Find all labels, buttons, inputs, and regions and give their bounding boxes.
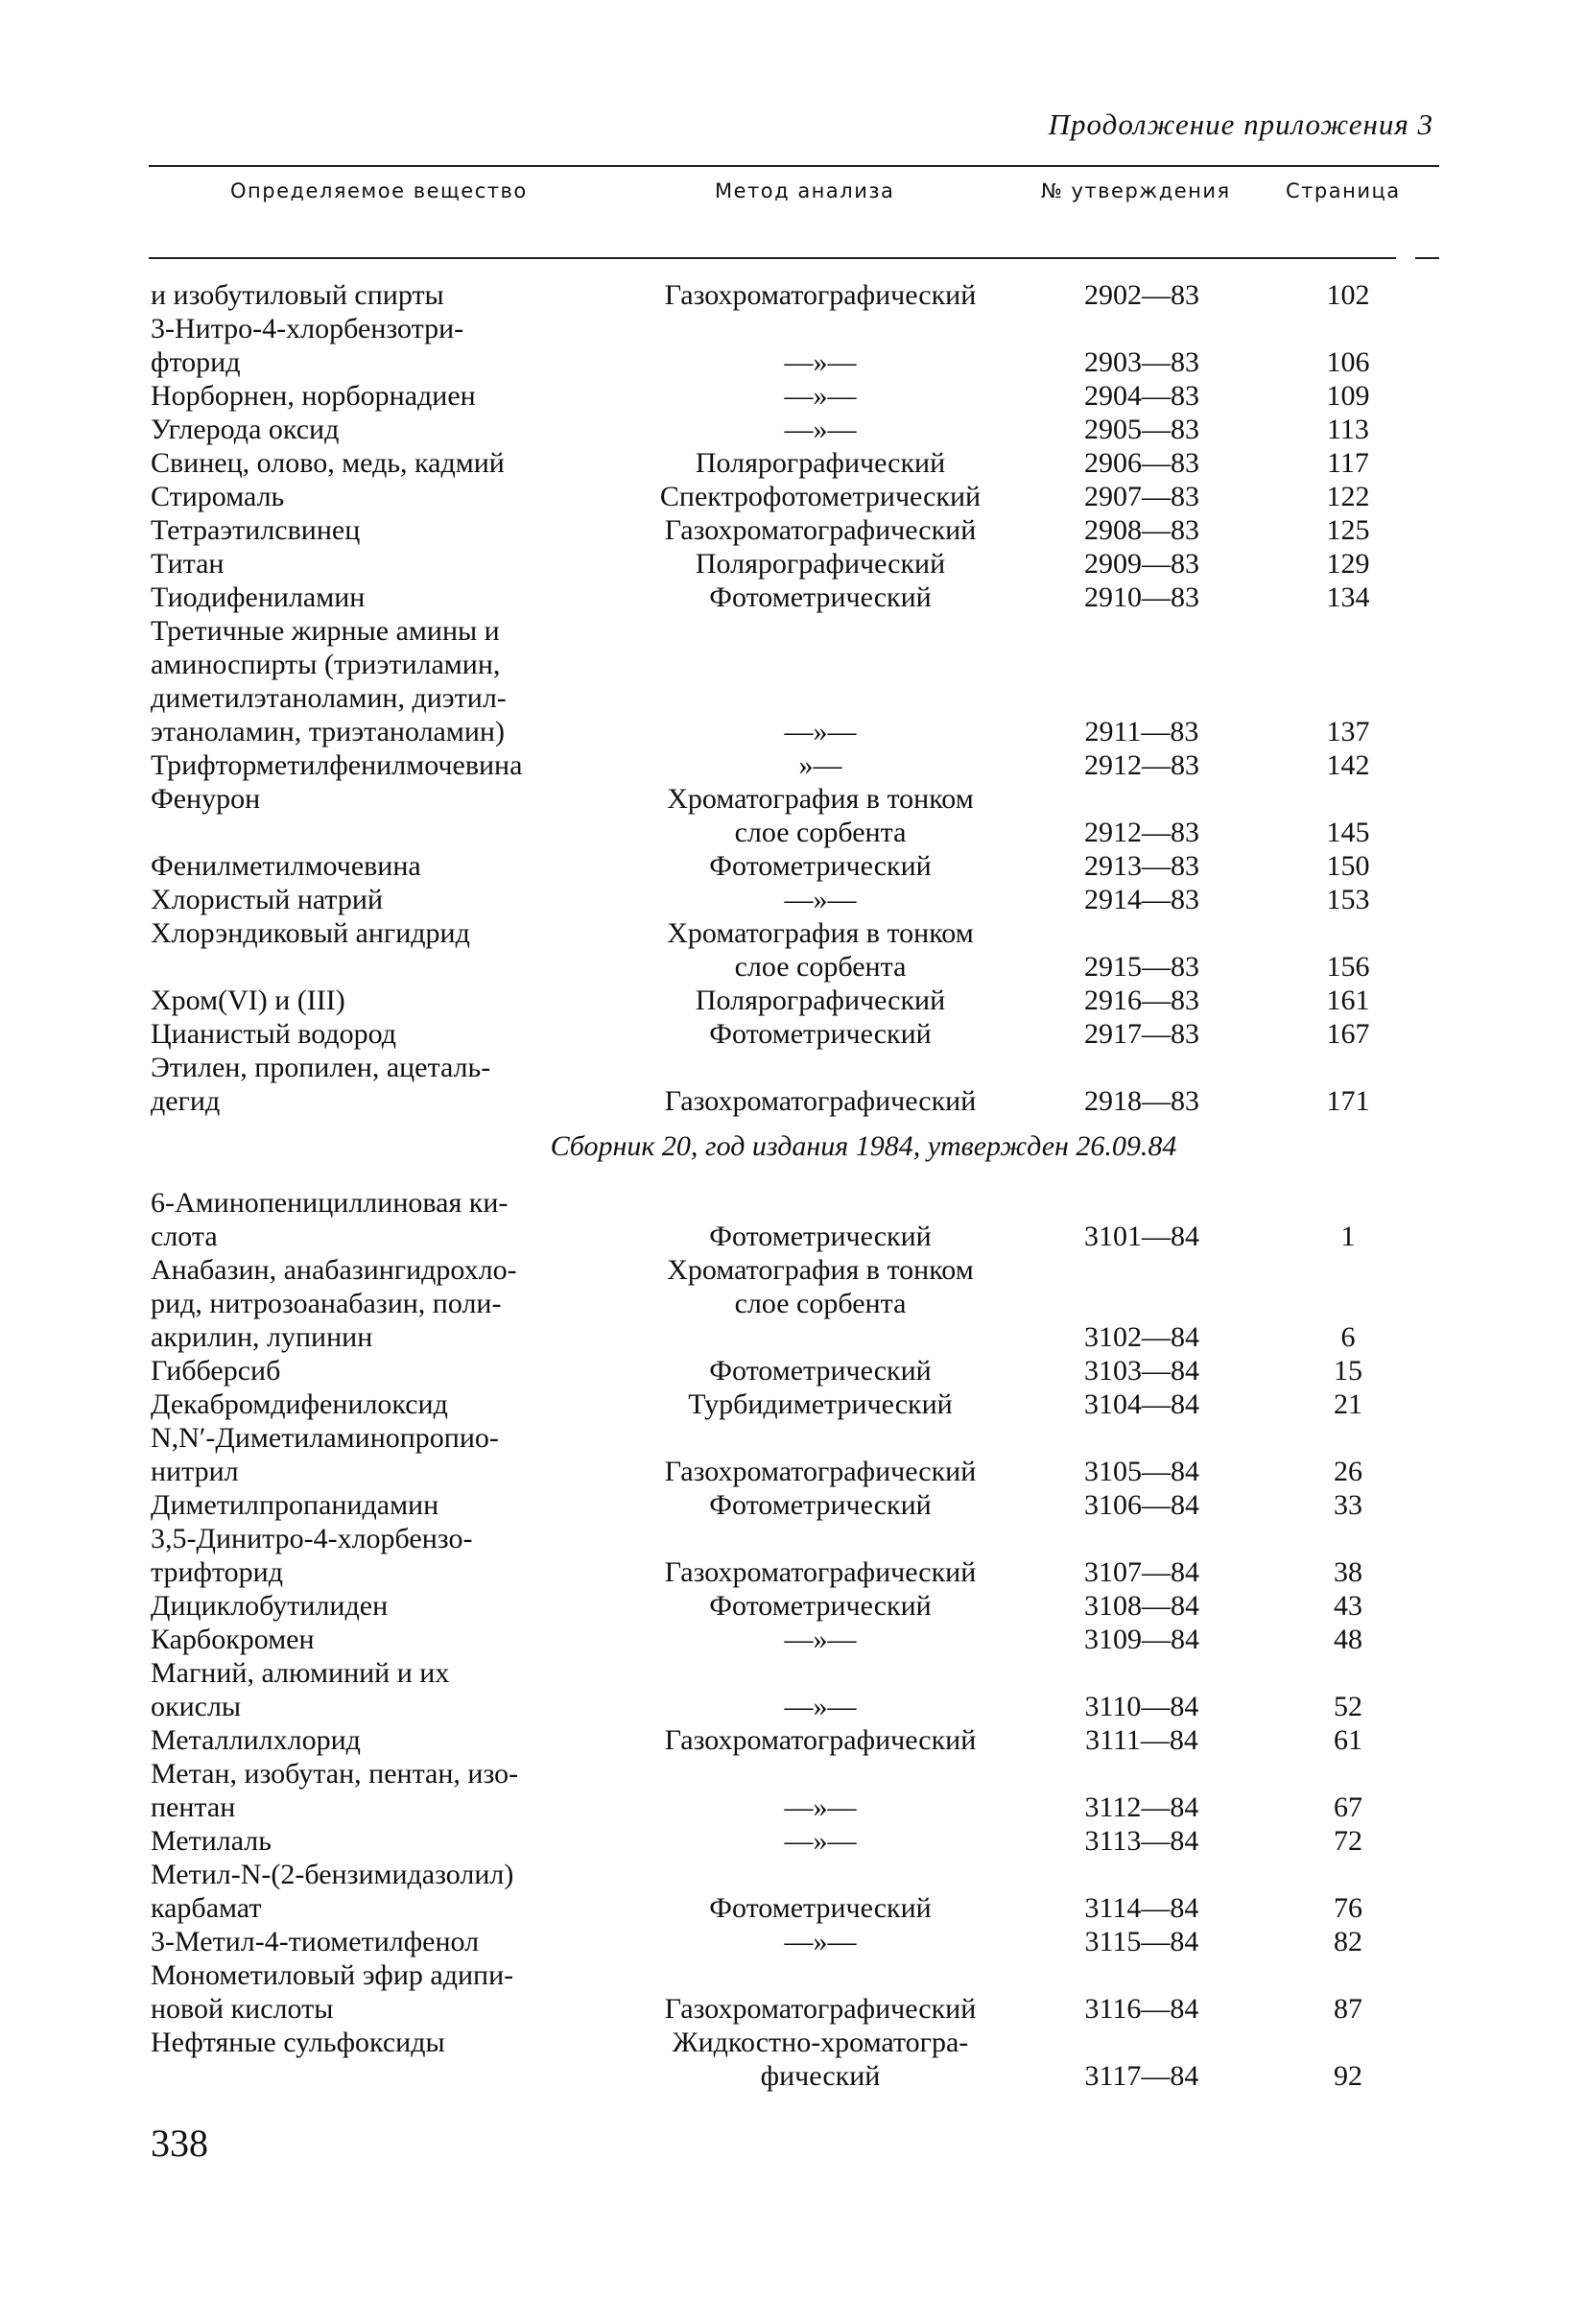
approval-number-cell: 3102—84 xyxy=(1084,1321,1199,1353)
substance-cell xyxy=(151,1387,611,1421)
substance-line: диметилэтаноламин, диэтил- xyxy=(151,682,507,714)
substance-line: Хром(VI) и (III) xyxy=(151,984,345,1016)
approval-number-cell: 2918—83 xyxy=(1084,1085,1199,1117)
method-line: Полярографический xyxy=(695,548,946,580)
substance-line: новой кислоты xyxy=(151,1993,334,2025)
page-cell: 72 xyxy=(1334,1825,1362,1857)
substance-line: Свинец, олово, медь, кадмий xyxy=(151,447,505,479)
method-line: —»— xyxy=(784,1791,857,1823)
approval-number-cell: 3107—84 xyxy=(1084,1556,1199,1588)
substance-cell xyxy=(151,1824,611,1858)
page-cell: 15 xyxy=(1334,1355,1362,1387)
page-cell: 167 xyxy=(1326,1018,1370,1050)
substance-cell xyxy=(151,1354,611,1387)
substance-cell xyxy=(151,1656,611,1723)
method-cell xyxy=(614,715,1027,748)
substance-line: аминоспирты (триэтиламин, xyxy=(151,649,501,680)
section-title: Сборник 20, год издания 1984, утвержден 26.09.84 xyxy=(550,1130,1177,1162)
substance-cell xyxy=(151,782,611,816)
method-line: —»— xyxy=(784,346,857,378)
table-row xyxy=(0,1757,1586,1824)
approval-number-cell: 2906—83 xyxy=(1084,447,1199,479)
method-line: Полярографический xyxy=(695,984,946,1016)
approval-number-cell: 2913—83 xyxy=(1084,850,1199,882)
page-cell: 21 xyxy=(1334,1388,1362,1420)
approval-number-cell: 2915—83 xyxy=(1084,951,1199,983)
substance-line: Хлорэндиковый ангидрид xyxy=(151,917,470,949)
substance-cell xyxy=(151,883,611,916)
table-row xyxy=(0,782,1586,849)
substance-cell xyxy=(151,1723,611,1757)
substance-cell xyxy=(151,547,611,581)
substance-line: Метан, изобутан, пентан, изо- xyxy=(151,1758,519,1790)
substance-line: Диметилпропанидамин xyxy=(151,1489,439,1521)
substance-cell xyxy=(151,2026,611,2059)
substance-line: 3,5-Динитро-4-хлорбензо- xyxy=(151,1523,473,1554)
table-row xyxy=(0,1186,1586,1253)
method-cell xyxy=(614,1555,1027,1589)
method-line: —»— xyxy=(784,1926,857,1957)
approval-number-cell: 3115—84 xyxy=(1084,1926,1199,1957)
approval-number-cell: 3117—84 xyxy=(1084,2060,1199,2092)
method-cell xyxy=(614,1589,1027,1623)
substance-line: рид, нитрозоанабазин, поли- xyxy=(151,1288,502,1319)
table-row xyxy=(0,1017,1586,1051)
table-row xyxy=(0,1623,1586,1656)
substance-cell xyxy=(151,312,611,379)
table-row xyxy=(0,883,1586,916)
substance-line: Третичные жирные амины и xyxy=(151,615,500,647)
approval-number-cell: 3109—84 xyxy=(1084,1624,1199,1655)
method-cell xyxy=(614,480,1027,513)
approval-number-cell: 3113—84 xyxy=(1084,1825,1199,1857)
substance-cell xyxy=(151,916,611,950)
page-cell: 161 xyxy=(1326,984,1370,1016)
table-row xyxy=(0,1354,1586,1387)
page-cell: 87 xyxy=(1334,1993,1362,2025)
method-line: Турбидиметрический xyxy=(688,1388,953,1420)
table-row xyxy=(0,446,1586,480)
table-row xyxy=(0,413,1586,446)
table-row xyxy=(0,1589,1586,1623)
method-cell xyxy=(614,1690,1027,1723)
method-cell xyxy=(614,1790,1027,1824)
substance-cell xyxy=(151,480,611,513)
page-cell: 48 xyxy=(1334,1624,1362,1655)
page-cell: 106 xyxy=(1326,346,1370,378)
page-cell: 26 xyxy=(1334,1456,1362,1487)
approval-number-cell: 3114—84 xyxy=(1084,1892,1199,1924)
method-cell xyxy=(614,345,1027,379)
method-line: Фотометрический xyxy=(709,581,932,613)
table-row xyxy=(0,278,1586,312)
substance-line: Нефтяные сульфоксиды xyxy=(151,2027,445,2058)
substance-line: акрилин, лупинин xyxy=(151,1321,373,1353)
method-cell xyxy=(614,547,1027,581)
method-line: Фотометрический xyxy=(709,1018,932,1050)
page-cell: 102 xyxy=(1326,279,1370,311)
method-cell xyxy=(614,1623,1027,1656)
substance-line: 3-Метил-4-тиометилфенол xyxy=(151,1926,480,1957)
table-row xyxy=(0,480,1586,513)
substance-line: Титан xyxy=(151,548,225,580)
page-cell: 1 xyxy=(1340,1221,1356,1252)
substance-line: Монометиловый эфир адипи- xyxy=(151,1959,514,1991)
substance-cell xyxy=(151,1421,611,1488)
approval-number-cell: 3116—84 xyxy=(1084,1993,1199,2025)
approval-number-cell: 3103—84 xyxy=(1084,1355,1199,1387)
method-cell xyxy=(614,916,1027,984)
approval-number-cell: 3105—84 xyxy=(1084,1456,1199,1487)
approval-number-cell: 2917—83 xyxy=(1084,1018,1199,1050)
substance-line: нитрил xyxy=(151,1456,239,1487)
substance-cell xyxy=(151,984,611,1017)
rows-group-b xyxy=(0,1186,1586,2093)
table-body xyxy=(0,278,1586,2093)
method-line: —»— xyxy=(784,716,857,747)
substance-cell xyxy=(151,1253,611,1354)
table-row xyxy=(0,1958,1586,2026)
method-line: слое сорбента xyxy=(734,817,907,848)
page-cell: 134 xyxy=(1326,581,1370,613)
rows-group-a xyxy=(0,278,1586,1118)
substance-line: Фенилметилмочевина xyxy=(151,850,421,882)
table-row xyxy=(0,1858,1586,1925)
substance-line: Дициклобутилиден xyxy=(151,1590,389,1622)
substance-line: Углерода оксид xyxy=(151,414,340,445)
page-cell: 109 xyxy=(1326,380,1370,412)
method-line: —»— xyxy=(784,1624,857,1655)
method-line: Фотометрический xyxy=(709,1221,932,1252)
method-cell xyxy=(614,1925,1027,1958)
method-line: Фотометрический xyxy=(709,1590,932,1622)
table-row xyxy=(0,1488,1586,1522)
column-header-method: Метод анализа xyxy=(715,179,895,202)
page-cell: 125 xyxy=(1326,514,1370,546)
method-line: Хроматография в тонком xyxy=(667,1254,974,1286)
method-line: слое сорбента xyxy=(734,1288,907,1319)
page-cell: 61 xyxy=(1334,1724,1362,1756)
page-cell: 137 xyxy=(1326,716,1370,747)
method-cell xyxy=(614,513,1027,547)
substance-line: Анабазин, анабазингидрохло- xyxy=(151,1254,517,1286)
method-line: фический xyxy=(760,2060,881,2092)
page-cell: 38 xyxy=(1334,1556,1362,1588)
page-cell: 171 xyxy=(1326,1085,1370,1117)
column-header-page: Страница xyxy=(1286,179,1401,202)
table-row xyxy=(0,1051,1586,1118)
substance-line: Трифторметилфенилмочевина xyxy=(151,749,523,781)
method-cell xyxy=(614,1824,1027,1858)
method-cell xyxy=(614,1387,1027,1421)
page-cell: 145 xyxy=(1326,817,1370,848)
method-cell xyxy=(614,1891,1027,1925)
substance-line: Метил-N-(2-бензимидазолил) xyxy=(151,1859,514,1890)
substance-cell xyxy=(151,1051,611,1118)
substance-line: Норборнен, норборнадиен xyxy=(151,380,476,412)
method-line: »— xyxy=(798,749,842,781)
substance-line: Магний, алюминий и их xyxy=(151,1657,450,1689)
method-cell xyxy=(614,278,1027,312)
method-line: Жидкостно-хроматогра- xyxy=(672,2027,969,2058)
approval-number-cell: 2910—83 xyxy=(1084,581,1199,613)
page-cell: 150 xyxy=(1326,850,1370,882)
substance-line: этаноламин, триэтаноламин) xyxy=(151,716,505,747)
substance-cell xyxy=(151,513,611,547)
substance-line: и изобутиловый спирты xyxy=(151,279,444,311)
substance-line: Хлористый натрий xyxy=(151,884,384,915)
method-line: Газохроматографический xyxy=(664,1085,977,1117)
substance-cell xyxy=(151,1522,611,1589)
method-line: Газохроматографический xyxy=(664,1993,977,2025)
method-cell xyxy=(614,1220,1027,1253)
table-row xyxy=(0,2026,1586,2093)
method-cell xyxy=(614,1723,1027,1757)
table-row xyxy=(0,1824,1586,1858)
method-cell xyxy=(614,1992,1027,2026)
page-cell: 117 xyxy=(1327,447,1369,479)
approval-number-cell: 3106—84 xyxy=(1084,1489,1199,1521)
substance-line: Гибберсиб xyxy=(151,1355,281,1387)
substance-line: 6-Аминопенициллиновая ки- xyxy=(151,1187,509,1219)
substance-line: Этилен, пропилен, ацеталь- xyxy=(151,1052,491,1083)
substance-line: Метилаль xyxy=(151,1825,272,1857)
page-cell: 153 xyxy=(1326,884,1370,915)
method-cell xyxy=(614,1455,1027,1488)
continuation-title: Продолжение приложения 3 xyxy=(1048,107,1433,141)
table-row xyxy=(0,547,1586,581)
method-cell xyxy=(614,446,1027,480)
substance-line: Стиромаль xyxy=(151,481,285,512)
page-cell: 67 xyxy=(1334,1791,1362,1823)
substance-cell xyxy=(151,1858,611,1925)
header-bottom-rule xyxy=(149,257,1396,259)
approval-number-cell: 2902—83 xyxy=(1084,279,1199,311)
approval-number-cell: 2912—83 xyxy=(1084,817,1199,848)
substance-line: Тетраэтилсвинец xyxy=(151,514,361,546)
method-cell xyxy=(614,413,1027,446)
header-bottom-rule-tail xyxy=(1415,257,1439,259)
table-row xyxy=(0,984,1586,1017)
substance-cell xyxy=(151,1958,611,2026)
method-cell xyxy=(614,1017,1027,1051)
substance-line: фторид xyxy=(151,346,241,378)
page-cell: 76 xyxy=(1334,1892,1362,1924)
substance-cell xyxy=(151,1589,611,1623)
table-row xyxy=(0,1522,1586,1589)
method-line: Фотометрический xyxy=(709,1489,932,1521)
table-row xyxy=(0,1723,1586,1757)
table-row xyxy=(0,379,1586,413)
approval-number-cell: 3104—84 xyxy=(1084,1388,1199,1420)
substance-line: 3-Нитро-4-хлорбензотри- xyxy=(151,313,464,344)
method-line: Газохроматографический xyxy=(664,279,977,311)
table-row xyxy=(0,916,1586,984)
method-line: Газохроматографический xyxy=(664,1556,977,1588)
substance-cell xyxy=(151,1488,611,1522)
substance-line: окислы xyxy=(151,1691,242,1722)
table-row xyxy=(0,1421,1586,1488)
method-line: Газохроматографический xyxy=(664,1724,977,1756)
method-line: Полярографический xyxy=(695,447,946,479)
method-line: —»— xyxy=(784,1691,857,1722)
header-top-rule xyxy=(149,165,1439,167)
page-cell: 82 xyxy=(1334,1926,1362,1957)
substance-line: Цианистый водород xyxy=(151,1018,397,1050)
substance-cell xyxy=(151,581,611,614)
method-line: —»— xyxy=(784,414,857,445)
substance-line: карбамат xyxy=(151,1892,262,1924)
method-line: —»— xyxy=(784,884,857,915)
approval-number-cell: 2914—83 xyxy=(1084,884,1199,915)
substance-cell xyxy=(151,1925,611,1958)
substance-cell xyxy=(151,413,611,446)
method-line: Хроматография в тонком xyxy=(667,783,974,815)
method-line: слое сорбента xyxy=(734,951,907,983)
approval-number-cell: 2903—83 xyxy=(1084,346,1199,378)
substance-line: трифторид xyxy=(151,1556,284,1588)
method-cell xyxy=(614,782,1027,849)
substance-line: N,N′-Диметиламинопропио- xyxy=(151,1422,499,1454)
approval-number-cell: 3108—84 xyxy=(1084,1590,1199,1622)
substance-line: Декабромдифенилоксид xyxy=(151,1388,448,1420)
page-cell: 113 xyxy=(1327,414,1369,445)
method-cell xyxy=(614,849,1027,883)
column-header-substance: Определяемое вещество xyxy=(230,179,528,202)
table-row xyxy=(0,1656,1586,1723)
method-cell xyxy=(614,379,1027,413)
page-cell: 122 xyxy=(1326,481,1370,512)
page-cell: 142 xyxy=(1326,749,1370,781)
substance-line: пентан xyxy=(151,1791,236,1823)
table-row xyxy=(0,1387,1586,1421)
substance-line: слота xyxy=(151,1221,218,1252)
table-row xyxy=(0,1253,1586,1354)
table-row xyxy=(0,581,1586,614)
table-row xyxy=(0,1925,1586,1958)
substance-line: Фенурон xyxy=(151,783,261,815)
substance-line: дегид xyxy=(151,1085,221,1117)
method-line: Газохроматографический xyxy=(664,1456,977,1487)
method-line: Хроматография в тонком xyxy=(667,917,974,949)
approval-number-cell: 2905—83 xyxy=(1084,414,1199,445)
page-cell: 33 xyxy=(1334,1489,1362,1521)
substance-cell xyxy=(151,446,611,480)
substance-cell xyxy=(151,748,611,782)
method-cell xyxy=(614,1084,1027,1118)
method-cell xyxy=(614,883,1027,916)
substance-cell xyxy=(151,849,611,883)
substance-cell xyxy=(151,379,611,413)
method-line: —»— xyxy=(784,380,857,412)
substance-cell xyxy=(151,614,611,748)
column-header-number: № утверждения xyxy=(1041,179,1231,202)
method-line: —»— xyxy=(784,1825,857,1857)
page-cell: 52 xyxy=(1334,1691,1362,1722)
page-cell: 156 xyxy=(1326,951,1370,983)
method-cell xyxy=(614,1488,1027,1522)
substance-line: Карбокромен xyxy=(151,1624,315,1655)
approval-number-cell: 2904—83 xyxy=(1084,380,1199,412)
approval-number-cell: 2907—83 xyxy=(1084,481,1199,512)
substance-cell xyxy=(151,1186,611,1253)
substance-cell xyxy=(151,278,611,312)
method-line: Газохроматографический xyxy=(664,514,977,546)
approval-number-cell: 2908—83 xyxy=(1084,514,1199,546)
method-cell xyxy=(614,1253,1027,1320)
substance-line: Металлилхлорид xyxy=(151,1724,361,1756)
approval-number-cell: 2911—83 xyxy=(1084,716,1199,747)
approval-number-cell: 3110—84 xyxy=(1084,1691,1199,1722)
table-row xyxy=(0,614,1586,748)
approval-number-cell: 3111—84 xyxy=(1085,1724,1198,1756)
approval-number-cell: 2916—83 xyxy=(1084,984,1199,1016)
method-cell xyxy=(614,581,1027,614)
table-row xyxy=(0,312,1586,379)
method-cell xyxy=(614,1354,1027,1387)
substance-cell xyxy=(151,1623,611,1656)
approval-number-cell: 2912—83 xyxy=(1084,749,1199,781)
method-cell xyxy=(614,748,1027,782)
page-cell: 129 xyxy=(1326,548,1370,580)
approval-number-cell: 2909—83 xyxy=(1084,548,1199,580)
page-cell: 6 xyxy=(1340,1321,1356,1353)
page-cell: 92 xyxy=(1334,2060,1362,2092)
substance-line: Тиодифениламин xyxy=(151,581,366,613)
approval-number-cell: 3112—84 xyxy=(1084,1791,1199,1823)
table-row xyxy=(0,513,1586,547)
table-row xyxy=(0,849,1586,883)
table-row xyxy=(0,748,1586,782)
method-line: Фотометрический xyxy=(709,1892,932,1924)
method-cell xyxy=(614,2026,1027,2093)
page-cell: 43 xyxy=(1334,1590,1362,1622)
approval-number-cell: 3101—84 xyxy=(1084,1221,1199,1252)
method-line: Фотометрический xyxy=(709,1355,932,1387)
method-line: Спектрофотометрический xyxy=(659,481,982,512)
method-cell xyxy=(614,984,1027,1017)
page-number: 338 xyxy=(151,2122,208,2165)
method-line: Фотометрический xyxy=(709,850,932,882)
substance-cell xyxy=(151,1757,611,1824)
substance-cell xyxy=(151,1017,611,1051)
